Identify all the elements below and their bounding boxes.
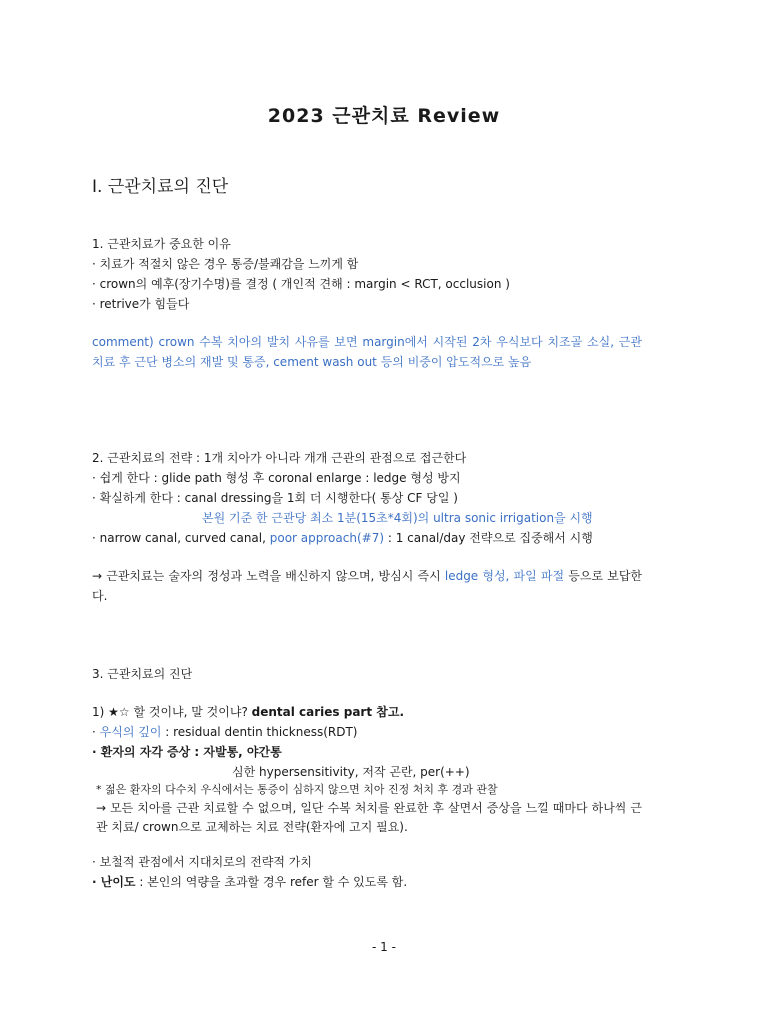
- part3-subheading: [92, 704, 404, 720]
- part2-heading: 2. 근관치료의 전략 : 1개 치아가 아니라 개개 근관의 관점으로 접근한다: [92, 451, 467, 465]
- arrow-text: → 근관치료는 술자의 정성과 노력을 배신하지 않으며, 방심시 즉시: [92, 569, 445, 583]
- ledge-text: ledge 형성, 파일 파절: [444, 569, 565, 583]
- severe-symptom-line: 심한 hypersensitivity, 저작 곤란, per(++): [232, 765, 470, 779]
- comment-paragraph: comment) crown 수복 치아의 발치 사유를 보면 margin에서 시작된 2차 우식보다 치조골 소실, 근관 치료 후 근단 병소의 재발 및 통증, cement wash out 등의 비중이 압도적으로 높음: [92, 335, 642, 369]
- part1-bullet-2: · crown의 예후(장기수명)를 결정 ( 개인적 견해 : margin < RCT, occlusion ): [92, 277, 510, 291]
- page-number: - 1 -: [372, 940, 396, 954]
- document-title: 2023 근관치료 Review: [267, 105, 501, 127]
- subheading-text: 1) ★☆ 할 것이냐, 말 것이냐?: [92, 705, 252, 719]
- bullet: ·: [92, 725, 100, 739]
- difficulty-line: [92, 874, 407, 890]
- arrow-paragraph: [92, 566, 642, 606]
- narrow-canal-text: · narrow canal, curved canal,: [92, 531, 270, 545]
- prosthetic-value-line: · 보철적 관점에서 지대치로의 전략적 가치: [92, 855, 312, 869]
- treatment-strategy-note: → 모든 치아를 근관 치료할 수 없으며, 일단 수복 처치를 완료한 후 살면서 증상을 느낄 때마다 하나씩 근관 치료/ crown으로 교체하는 치료 전략(환자에 고지 필요).: [96, 801, 642, 834]
- subheading-reference: dental caries part 참고.: [251, 705, 405, 719]
- rdt-text: : residual dentin thickness(RDT): [161, 725, 358, 739]
- part2-bullet-sure: · 확실하게 한다 : canal dressing을 1회 더 시행한다( 통상 CF 당일 ): [92, 491, 458, 505]
- poor-approach-text: poor approach(#7): [269, 531, 385, 545]
- part1-bullet-1: · 치료가 적절치 않은 경우 통증/불쾌감을 느끼게 함: [92, 257, 359, 271]
- part2-bullet-narrow: [92, 530, 593, 546]
- difficulty-label: · 난이도: [92, 875, 136, 889]
- caries-depth-line: [92, 724, 357, 740]
- part3-heading: 3. 근관치료의 진단: [92, 667, 193, 681]
- irrigation-note: 본원 기준 한 근관당 최소 1분(15초*4회)의 ultra sonic irrigation을 시행: [202, 511, 593, 525]
- part2-bullet-easy: · 쉽게 한다 : glide path 형성 후 coronal enlarge : ledge 형성 방지: [92, 471, 461, 485]
- part1-bullet-3: · retrive가 힘들다: [92, 297, 190, 311]
- symptom-line: · 환자의 자각 증상 : 자발통, 야간통: [92, 745, 282, 759]
- young-patient-note: * 젊은 환자의 다수치 우식에서는 통증이 심하지 않으면 치아 진정 처치 후 경과 관찰: [96, 783, 498, 796]
- difficulty-text: : 본인의 역량을 초과할 경우 refer 할 수 있도록 함.: [135, 875, 408, 889]
- arrow-text-end: 등으로 보답한다.: [92, 569, 642, 603]
- section-heading: I. 근관치료의 진단: [92, 177, 229, 197]
- caries-depth-label: 우식의 깊이: [99, 725, 162, 739]
- part1-heading: 1. 근관치료가 중요한 이유: [92, 237, 231, 251]
- canal-per-day-text: : 1 canal/day 전략으로 집중해서 시행: [384, 531, 593, 545]
